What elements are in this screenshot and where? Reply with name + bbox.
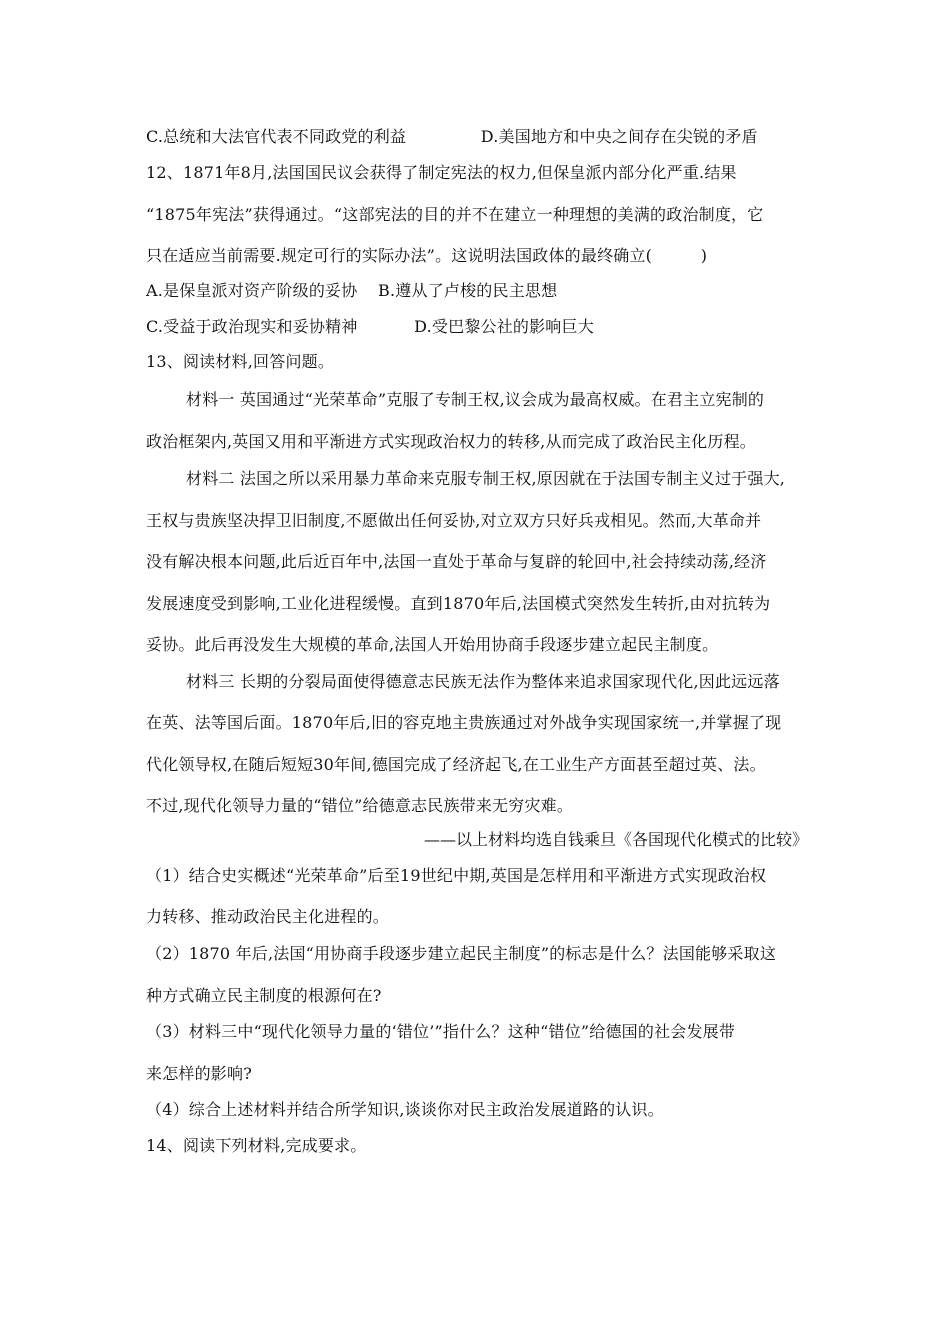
material1-line2: 政治框架内,英国又用和平渐进方式实现政治权力的转移,从而完成了政治民主化历程。 — [146, 432, 756, 451]
material-source: ——以上材料均选自钱乘旦《各国现代化模式的比较》 — [423, 830, 808, 849]
material2-line3: 没有解决根本问题,此后近百年中,法国一直处于革命与复辟的轮回中,社会持续动荡,经济 — [146, 552, 767, 571]
q13-sub3-line2: 来怎样的影响? — [146, 1064, 252, 1083]
q12-stem-line3: 只在适应当前需要.规定可行的实际办法”。这说明法国政体的最终确立( ) — [146, 246, 708, 265]
q13-sub2-line1: （2）1870 年后,法国“用协商手段逐步建立起民主制度”的标志是什么？法国能够采取这 — [146, 944, 777, 963]
q13-sub3-line1: （3）材料三中“现代化领导力量的‘错位’”指什么？这种“错位”给德国的社会发展带 — [146, 1022, 736, 1041]
q12-options-ab — [146, 281, 816, 301]
material3-line3: 代化领导权,在随后短短30年间,德国完成了经济起飞,在工业生产方面甚至超过英、法。 — [146, 755, 766, 774]
q13-sub2-line2: 种方式确立民主制度的根源何在? — [146, 986, 382, 1005]
q14-title: 14、阅读下列材料,完成要求。 — [146, 1136, 367, 1155]
material2-line5: 妥协。此后再没发生大规模的革命,法国人开始用协商手段逐步建立起民主制度。 — [146, 635, 719, 654]
q11-option-c: C.总统和大法官代表不同政党的利益 — [146, 127, 407, 146]
material3-line2: 在英、法等国后面。1870年后,旧的容克地主贵族通过对外战争实现国家统一,并掌握了现 — [146, 713, 782, 732]
q11-options-cd — [146, 127, 816, 147]
material3-line4: 不过,现代化领导力量的“错位”给德意志民族带来无穷灾难。 — [146, 796, 574, 815]
q12-option-d: D.受巴黎公社的影响巨大 — [414, 317, 594, 336]
material2-line2: 王权与贵族坚决捍卫旧制度,不愿做出任何妥协,对立双方只好兵戎相见。然而,大革命并 — [146, 511, 762, 530]
q13-sub1-line1: （1）结合史实概述“光荣革命”后至19世纪中期,英国是怎样用和平渐进方式实现政治权 — [146, 866, 767, 885]
q12-option-c: C.受益于政治现实和妥协精神 — [146, 317, 358, 336]
q12-stem-line2: “1875年宪法”获得通过。“这部宪法的目的并不在建立一种理想的美满的政治制度，它 — [146, 205, 764, 224]
material2-line1: 材料二 法国之所以采用暴力革命来克服专制王权,原因就在于法国专制主义过于强大, — [186, 469, 786, 488]
q12-option-b: B.遵从了卢梭的民主思想 — [378, 281, 558, 300]
material1-line1: 材料一 英国通过“光荣革命”克服了专制王权,议会成为最高权威。在君主立宪制的 — [186, 390, 765, 409]
q12-options-cd — [146, 317, 816, 337]
q13-title: 13、阅读材料,回答问题。 — [146, 352, 335, 371]
q13-sub1-line2: 力转移、推动政治民主化进程的。 — [146, 907, 390, 926]
material2-line4: 发展速度受到影响,工业化进程缓慢。直到1870年后,法国模式突然发生转折,由对抗转为 — [146, 594, 771, 613]
q11-option-d: D.美国地方和中央之间存在尖锐的矛盾 — [480, 127, 758, 146]
material3-line1: 材料三 长期的分裂局面使得德意志民族无法作为整体来追求国家现代化,因此远远落 — [186, 672, 780, 691]
q12-stem-line1: 12、1871年8月,法国国民议会获得了制定宪法的权力,但保皇派内部分化严重.结果 — [146, 163, 737, 182]
q12-option-a: A.是保皇派对资产阶级的妥协 — [146, 281, 358, 300]
q13-sub4-line1: （4）综合上述材料并结合所学知识,谈谈你对民主政治发展道路的认识。 — [146, 1100, 664, 1119]
